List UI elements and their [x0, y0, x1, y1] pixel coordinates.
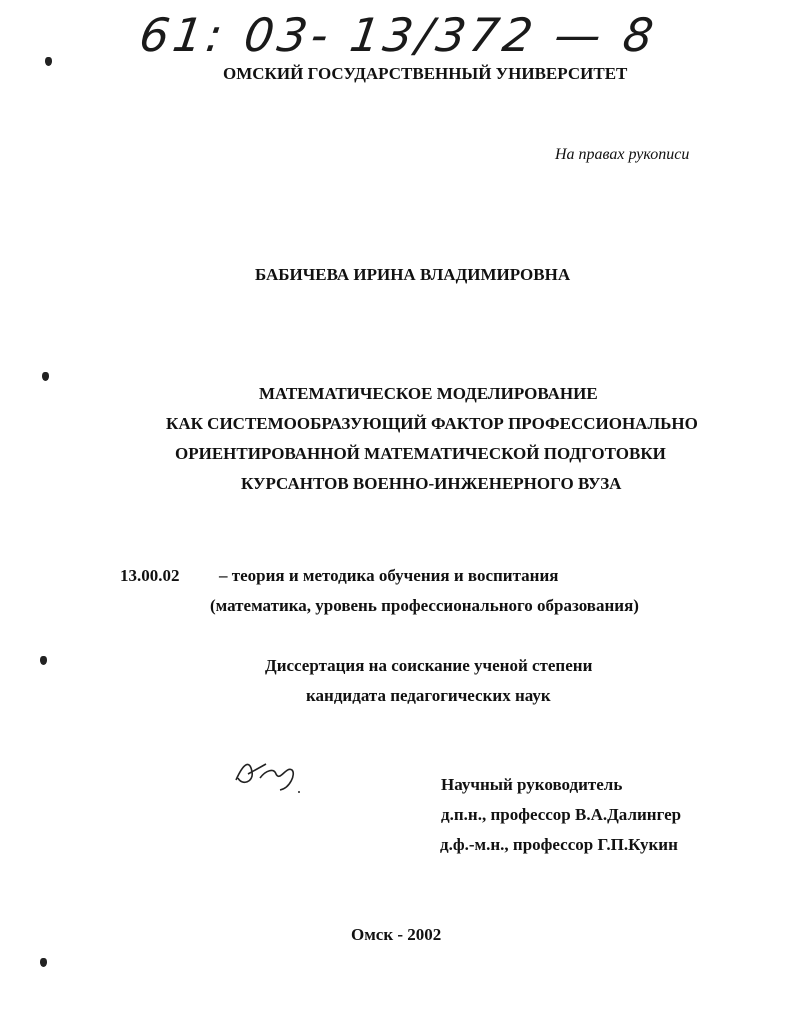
- binding-hole-mark: [40, 958, 47, 967]
- specialty-code: 13.00.02: [120, 566, 180, 585]
- degree-line: кандидата педагогических наук: [306, 686, 551, 705]
- binding-hole-mark: [42, 372, 49, 381]
- degree-line: Диссертация на соискание ученой степени: [265, 656, 593, 675]
- supervisor-2: д.ф.-м.н., профессор Г.П.Кукин: [440, 835, 678, 854]
- binding-hole-mark: [40, 656, 47, 665]
- handwritten-signature: [230, 752, 310, 798]
- binding-hole-mark: [45, 57, 52, 66]
- supervisor-label: Научный руководитель: [441, 775, 623, 794]
- author-name: БАБИЧЕВА ИРИНА ВЛАДИМИРОВНА: [255, 265, 571, 284]
- title-line: КУРСАНТОВ ВОЕННО-ИНЖЕНЕРНОГО ВУЗА: [241, 474, 622, 493]
- supervisor-1: д.п.н., профессор В.А.Далингер: [441, 805, 682, 824]
- title-line: ОРИЕНТИРОВАННОЙ МАТЕМАТИЧЕСКОЙ ПОДГОТОВКИ: [175, 444, 666, 463]
- place-and-year: Омск - 2002: [351, 925, 442, 944]
- specialty-name: – теория и методика обучения и воспитания: [219, 566, 559, 585]
- manuscript-rights-note: На правах рукописи: [555, 146, 690, 163]
- university-name: ОМСКИЙ ГОСУДАРСТВЕННЫЙ УНИВЕРСИТЕТ: [223, 64, 628, 83]
- handwritten-catalog-number: 61: 03- 13/372 — 8: [136, 8, 661, 62]
- specialty-detail: (математика, уровень профессионального образования): [210, 596, 639, 615]
- title-line: МАТЕМАТИЧЕСКОЕ МОДЕЛИРОВАНИЕ: [259, 384, 598, 403]
- title-line: КАК СИСТЕМООБРАЗУЮЩИЙ ФАКТОР ПРОФЕССИОНАЛЬНО: [166, 414, 698, 433]
